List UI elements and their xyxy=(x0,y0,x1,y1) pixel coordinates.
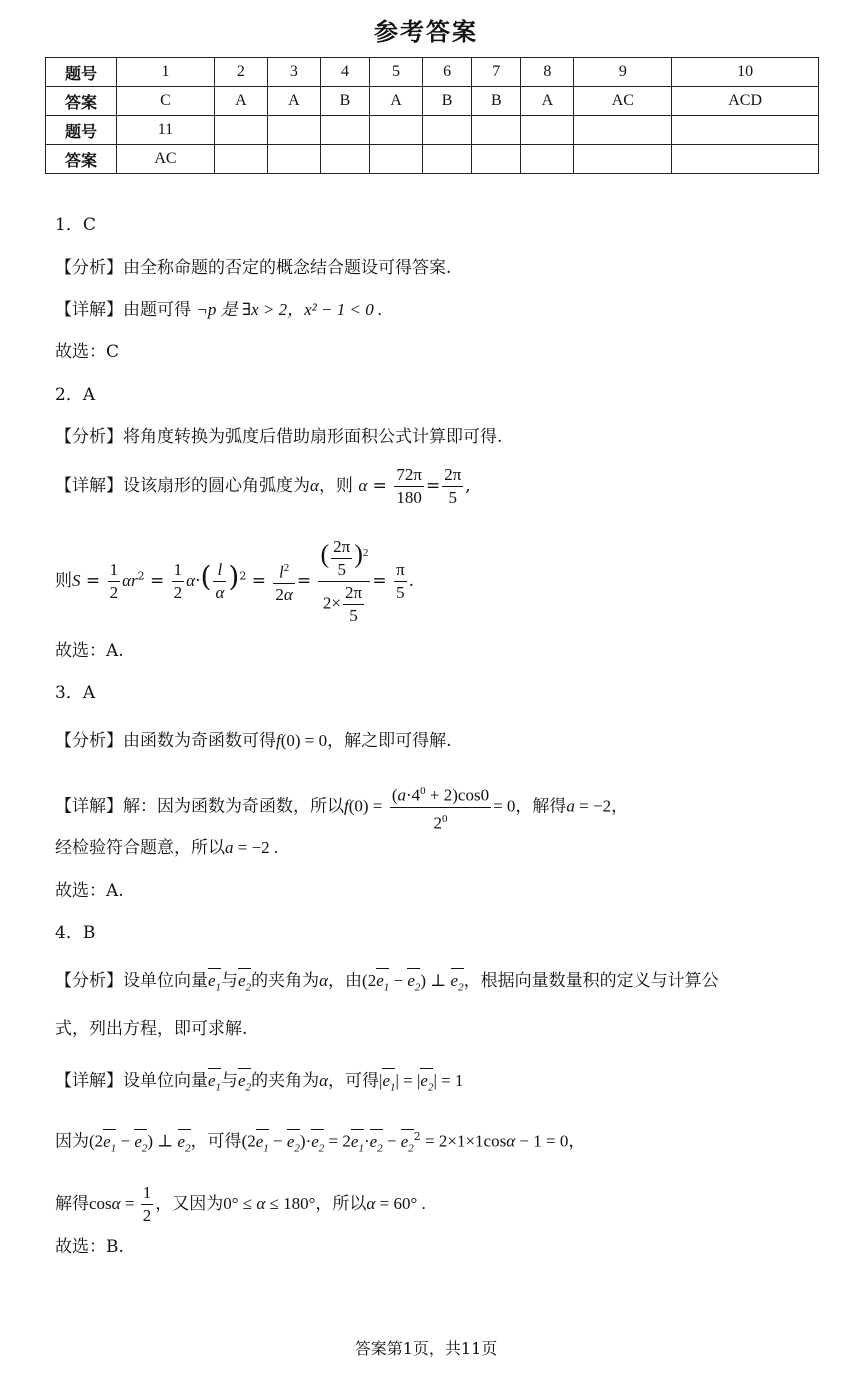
q2-detail: 【详解】设该扇形的圆心角弧度为α，则 α = $\frac{72\pi}{180}$ = $\frac{2\pi}{5}$ , xyxy=(55,465,471,507)
table-cell xyxy=(423,145,472,174)
table-cell: A xyxy=(267,87,320,116)
q3-detail: 【详解】解：因为函数为奇函数，所以f(0) = $\frac{(a\cdot 4^0 + 2)\cos 0}{2^0}$ = 0，解得a = −2， xyxy=(55,780,628,834)
table-row xyxy=(46,145,819,174)
q4-line4: 解得cosα = $\frac{1}{2}$ ，又因为0° ≤ α ≤ 180°，所以α = 60° . xyxy=(55,1183,426,1225)
table-cell xyxy=(267,116,320,145)
table-cell: 1 xyxy=(117,58,215,87)
q2-formula: 则S = $\frac{1}{2}$ $\alpha r^2$ = $\frac{1}{2}$ α·( $\frac{l}{\alpha}$ )$^2$ = $\frac{l^2}{2\alpha}$ = ( $\frac{2\pi}{5}$ )$^2$ 2× $\frac{2\pi}{5}$ = $\frac{\pi}{5}$ . xyxy=(55,537,415,625)
q4-line4-text: ，所以 xyxy=(315,1194,367,1214)
table-cell: 9 xyxy=(574,58,672,87)
table-cell: 4 xyxy=(320,58,369,87)
answer-table xyxy=(45,57,819,174)
row-header: 题号 xyxy=(46,58,117,87)
q4-line4-text: 解得 xyxy=(55,1194,89,1214)
table-cell: ACD xyxy=(672,87,819,116)
q4-analysis-text: 的夹角为 xyxy=(251,971,320,991)
q4-analysis-line2: 式，列出方程，即可求解. xyxy=(55,1019,248,1039)
q3-detail-prefix: 【详解】解：因为函数为奇函数，所以 xyxy=(55,796,344,817)
table-cell xyxy=(320,116,369,145)
table-cell xyxy=(574,145,672,174)
q3-analysis: 【分析】由函数为奇函数可得f(0) = 0，解之即可得解. xyxy=(55,731,452,751)
table-cell xyxy=(423,116,472,145)
table-cell: 6 xyxy=(423,58,472,87)
table-cell xyxy=(672,116,819,145)
q3-line2: 经检验符合题意，所以a = −2 . xyxy=(55,838,279,858)
q2-detail-mid: ，则 xyxy=(318,476,353,496)
q3-conclusion: 故选：A. xyxy=(55,881,124,901)
table-cell: B xyxy=(423,87,472,116)
page-title: 参考答案 xyxy=(374,17,478,46)
q4-line3: 因为$(2e_1 - e_2)$ ⊥ $e_2$，可得$(2e_1 - e_2)\cdot e_2 = 2e_1\cdot e_2 - e_2^2 = 2\times 1\times 1\cos\alpha - 1 = 0$， xyxy=(55,1126,585,1159)
table-cell: 7 xyxy=(472,58,521,87)
q1-conclusion: 故选：C xyxy=(55,342,120,362)
q1-detail xyxy=(55,299,382,321)
table-cell xyxy=(267,145,320,174)
table-cell xyxy=(214,116,267,145)
table-cell xyxy=(472,116,521,145)
table-cell: B xyxy=(320,87,369,116)
table-cell: A xyxy=(521,87,574,116)
table-cell xyxy=(214,145,267,174)
q2-heading: 2．A xyxy=(55,385,96,405)
table-cell: 10 xyxy=(672,58,819,87)
row-header: 答案 xyxy=(46,87,117,116)
table-row xyxy=(46,87,819,116)
table-cell: A xyxy=(214,87,267,116)
q4-detail-text: ，可得 xyxy=(328,1071,380,1091)
q3-analysis-suffix: ，解之即可得解. xyxy=(327,731,452,751)
row-header: 答案 xyxy=(46,145,117,174)
q4-analysis: 【分析】设单位向量$e_1$与$e_2$的夹角为α，由$(2e_1 - e_2)$ ⊥ $e_2$，根据向量数量积的定义与计算公 xyxy=(55,970,719,998)
q4-conclusion: 故选：B. xyxy=(55,1237,124,1257)
table-cell xyxy=(370,145,423,174)
table-cell: 11 xyxy=(117,116,215,145)
q3-detail-suffix: ，解得 xyxy=(515,796,567,817)
table-cell xyxy=(672,145,819,174)
q1-detail-prefix: 【详解】由题可得 xyxy=(55,300,191,320)
table-row xyxy=(46,58,819,87)
row-header: 题号 xyxy=(46,116,117,145)
q4-detail: 【详解】设单位向量$e_1$与$e_2$的夹角为α，可得$|e_1| = |e_2| = 1$ xyxy=(55,1070,463,1098)
q4-detail-text: 【详解】设单位向量 xyxy=(55,1071,208,1091)
table-cell xyxy=(370,116,423,145)
q1-analysis: 【分析】由全称命题的否定的概念结合题设可得答案. xyxy=(55,258,452,278)
table-cell xyxy=(472,145,521,174)
q4-line4-text: ，又因为 xyxy=(155,1194,224,1214)
q4-line3-text: 因为 xyxy=(55,1131,89,1152)
q4-detail-text: 的夹角为 xyxy=(251,1071,320,1091)
q1-detail-math: ¬p 是 ∃x > 2，x² − 1 < 0 . xyxy=(196,300,383,319)
table-cell: 5 xyxy=(370,58,423,87)
table-cell: 3 xyxy=(267,58,320,87)
q3-heading: 3．A xyxy=(55,683,96,703)
table-row xyxy=(46,116,819,145)
q4-analysis-text: ，由 xyxy=(328,971,363,991)
table-cell: 2 xyxy=(214,58,267,87)
q4-analysis-text: 【分析】设单位向量 xyxy=(55,971,208,991)
q4-analysis-text: ，根据向量数量积的定义与计算公 xyxy=(463,971,719,991)
table-cell xyxy=(320,145,369,174)
q4-line3-text: ，可得 xyxy=(190,1131,242,1152)
q3-line2-text: 经检验符合题意，所以 xyxy=(55,838,225,858)
q2-conclusion: 故选：A. xyxy=(55,641,124,661)
table-cell xyxy=(574,116,672,145)
page-footer: 答案第1页，共11页 xyxy=(354,1339,498,1358)
table-cell: A xyxy=(370,87,423,116)
q4-analysis-text: 与 xyxy=(221,971,239,991)
q2-detail-prefix: 【详解】设该扇形的圆心角弧度为 xyxy=(55,476,310,496)
table-cell: AC xyxy=(574,87,672,116)
table-cell: 8 xyxy=(521,58,574,87)
table-cell: AC xyxy=(117,145,215,174)
table-cell: B xyxy=(472,87,521,116)
q1-heading: 1．C xyxy=(55,215,96,235)
q3-analysis-prefix: 【分析】由函数为奇函数可得 xyxy=(55,731,276,751)
q2-analysis: 【分析】将角度转换为弧度后借助扇形面积公式计算即可得. xyxy=(55,427,503,447)
q4-detail-text: 与 xyxy=(221,1071,239,1091)
table-cell xyxy=(521,116,574,145)
q2-line2-prefix: 则 xyxy=(55,571,72,591)
table-cell: C xyxy=(117,87,215,116)
table-cell xyxy=(521,145,574,174)
q4-heading: 4．B xyxy=(55,923,96,943)
